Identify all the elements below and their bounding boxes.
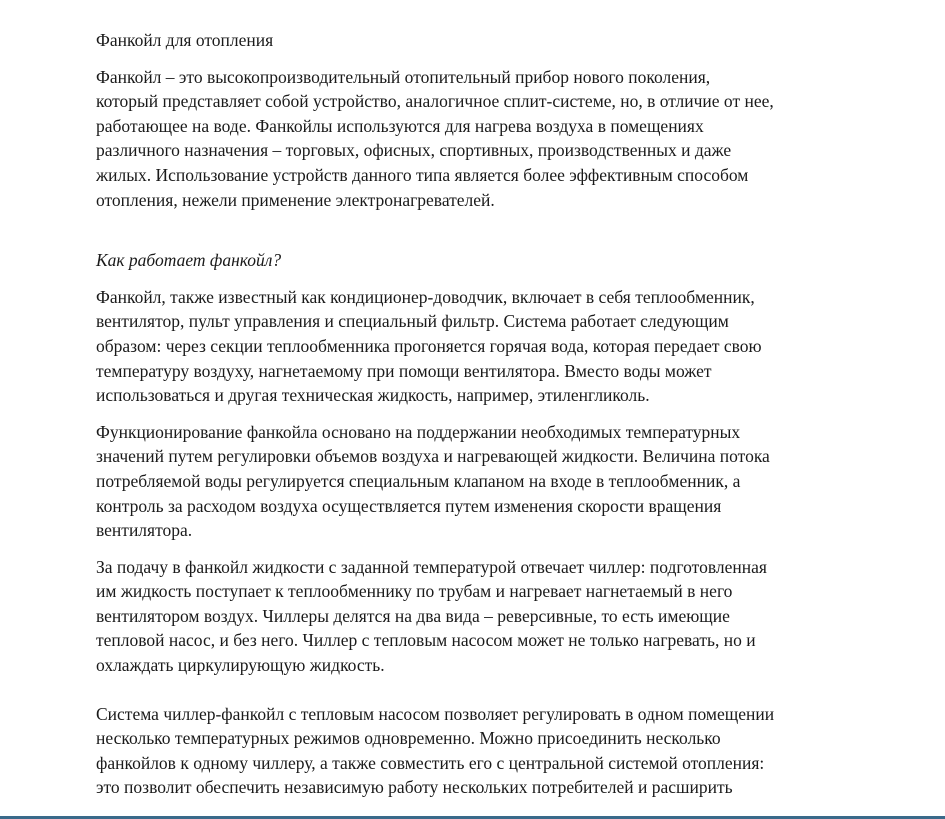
intro-line: отопления, нежели применение электронагревателей. xyxy=(96,189,495,210)
paragraph-line: охлаждать циркулирующую жидкость. xyxy=(96,655,385,676)
body-paragraph-1 xyxy=(96,285,886,408)
section-subheading: Как работает фанкойл? xyxy=(96,250,282,271)
body-paragraph-3 xyxy=(96,555,886,678)
paragraph-line: За подачу в фанкойл жидкости с заданной температурой отвечает чиллер: подготовленная xyxy=(96,556,767,577)
intro-line: различного назначения – торговых, офисных, спортивных, производственных и даже xyxy=(96,140,732,161)
paragraph-line: фанкойлов к одному чиллеру, а также совместить его с центральной системой отопления: xyxy=(96,752,765,773)
paragraph-line: тепловой насос, и без него. Чиллер с тепловым насосом может не только нагревать, но и xyxy=(96,630,756,651)
paragraph-line: образом: через секции теплообменника прогоняется горячая вода, которая передает свою xyxy=(96,335,762,356)
intro-line: работающее на воде. Фанкойлы используются для нагрева воздуха в помещениях xyxy=(96,115,704,136)
paragraph-line: несколько температурных режимов одновременно. Можно присоединить несколько xyxy=(96,728,721,749)
paragraph-line: использоваться и другая техническая жидкость, например, этиленгликоль. xyxy=(96,385,650,406)
paragraph-line: контроль за расходом воздуха осуществляется путем изменения скорости вращения xyxy=(96,495,722,516)
document-page xyxy=(96,28,886,812)
paragraph-line: температуру воздуху, нагнетаемому при помощи вентилятора. Вместо воды может xyxy=(96,360,712,381)
paragraph-line: это позволит обеспечить независимую работу нескольких потребителей и расширить xyxy=(96,777,733,798)
paragraph-line: Система чиллер-фанкойл с тепловым насосом позволяет регулировать в одном помещении xyxy=(96,703,775,724)
intro-line: Фанкойл – это высокопроизводительный отопительный прибор нового поколения, xyxy=(96,66,711,87)
paragraph-line: вентилятором воздух. Чиллеры делятся на два вида – реверсивные, то есть имеющие xyxy=(96,605,730,626)
intro-line: который представляет собой устройство, аналогичное сплит-системе, но, в отличие от нее, xyxy=(96,91,774,112)
paragraph-line: потребляемой воды регулируется специальным клапаном на входе в теплообменник, а xyxy=(96,470,741,491)
paragraph-line: Фанкойл, также известный как кондиционер-доводчик, включает в себя теплообменник, xyxy=(96,286,755,307)
paragraph-line: вентилятор, пульт управления и специальный фильтр. Система работает следующим xyxy=(96,311,729,332)
body-paragraph-4 xyxy=(96,702,886,800)
paragraph-line: значений путем регулировки объемов воздуха и нагревающей жидкости. Величина потока xyxy=(96,446,770,467)
intro-line: жилых. Использование устройств данного типа является более эффективным способом xyxy=(96,164,749,185)
intro-paragraph xyxy=(96,65,886,213)
paragraph-line: Функционирование фанкойла основано на поддержании необходимых температурных xyxy=(96,421,741,442)
paragraph-line: вентилятора. xyxy=(96,520,193,541)
paragraph-line: им жидкость поступает к теплообменнику по трубам и нагревает нагнетаемый в него xyxy=(96,581,733,602)
document-title: Фанкойл для отопления xyxy=(96,30,274,50)
body-paragraph-2 xyxy=(96,420,886,543)
